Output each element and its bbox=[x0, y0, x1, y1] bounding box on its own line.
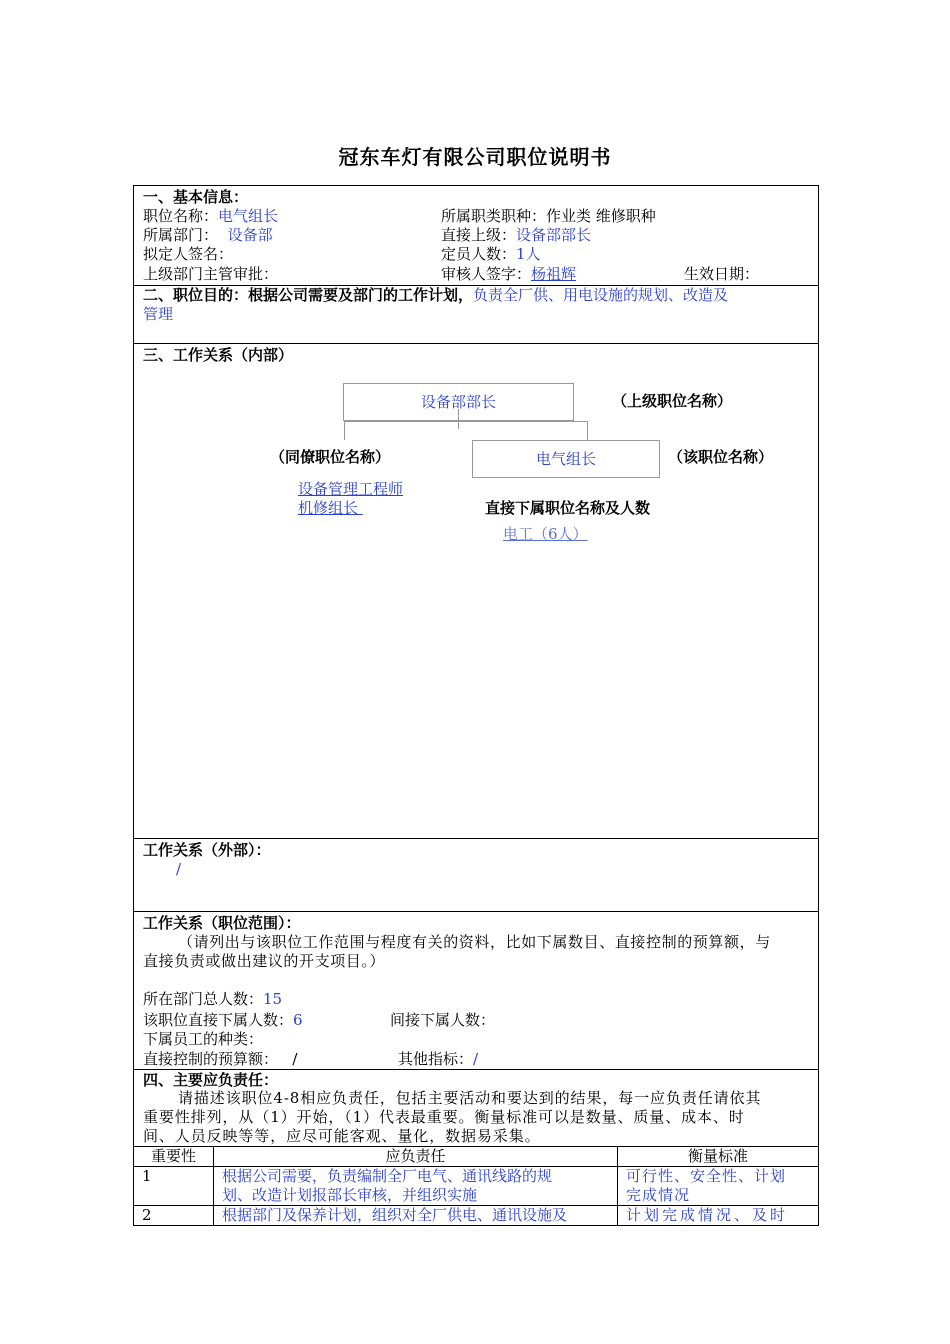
approver-label: 上级部门主管审批： bbox=[143, 265, 279, 283]
scope-instruction: （请列出与该职位工作范围与程度有关的资料，比如下属数目、直接控制的预算额，与 bbox=[178, 933, 771, 951]
rank-cell: 1 bbox=[134, 1167, 214, 1206]
department-row bbox=[143, 226, 273, 245]
direct-subordinates-row bbox=[143, 1011, 303, 1030]
divider bbox=[133, 1069, 818, 1070]
department-value: 设备部 bbox=[227, 226, 273, 244]
self-caption: （该职位名称） bbox=[668, 448, 774, 466]
dept-total-value: 15 bbox=[263, 990, 283, 1008]
headcount-value: 1人 bbox=[516, 245, 541, 263]
column-header-measure: 衡量标准 bbox=[618, 1147, 819, 1167]
peer-caption: （同僚职位名称） bbox=[270, 448, 391, 466]
internal-relations-heading: 三、工作关系（内部） bbox=[143, 346, 294, 364]
column-header-responsibility: 应负责任 bbox=[214, 1147, 618, 1167]
purpose-line bbox=[143, 286, 728, 305]
table-row bbox=[134, 1206, 819, 1226]
effective-date-label: 生效日期： bbox=[684, 265, 760, 283]
direct-superior-label: 直接上级： bbox=[441, 226, 517, 244]
purpose-text-cont: 管理 bbox=[143, 305, 174, 323]
reviewer-label: 审核人签字： bbox=[441, 265, 532, 283]
purpose-heading: 二、职位目的：根据公司需要及部门的工作计划， bbox=[143, 286, 474, 304]
basic-info-heading: 一、基本信息： bbox=[143, 188, 249, 206]
other-indicators-row bbox=[398, 1050, 478, 1069]
budget-row bbox=[143, 1050, 297, 1069]
responsibility-cell bbox=[214, 1206, 618, 1226]
position-name-row bbox=[143, 207, 278, 226]
budget-label: 直接控制的预算额： bbox=[143, 1050, 279, 1068]
scope-heading: 工作关系（职位范围）： bbox=[143, 914, 301, 932]
self-position-box: 电气组长 bbox=[472, 440, 660, 478]
peer-position-2: 机修组长 bbox=[298, 499, 363, 517]
other-indicators-label: 其他指标： bbox=[398, 1050, 474, 1068]
other-indicators-value: / bbox=[473, 1050, 479, 1068]
direct-superior-value: 设备部部长 bbox=[516, 226, 592, 244]
job-category-value: 作业类 维修职种 bbox=[546, 207, 656, 225]
headcount-row bbox=[441, 245, 541, 264]
measure-cell bbox=[618, 1167, 819, 1206]
responsibility-line: 根据部门及保养计划，组织对全厂供电、通讯设施及 bbox=[222, 1206, 568, 1224]
direct-subordinates-value: 6 bbox=[293, 1011, 303, 1029]
measure-cell bbox=[618, 1206, 819, 1226]
job-category-label: 所属职类职种： bbox=[441, 207, 547, 225]
reviewer-value: 杨祖辉 bbox=[531, 265, 577, 283]
position-name-label: 职位名称： bbox=[143, 207, 219, 225]
budget-value: / bbox=[292, 1050, 298, 1068]
peer-position-1: 设备管理工程师 bbox=[298, 480, 404, 498]
duties-heading: 四、主要应负责任： bbox=[143, 1071, 279, 1089]
divider bbox=[133, 838, 818, 839]
divider bbox=[133, 343, 818, 344]
responsibility-line: 根据公司需要，负责编制全厂电气、通讯线路的规 bbox=[222, 1167, 553, 1185]
subordinate-position: 电工（6人） bbox=[503, 525, 588, 543]
position-name-value: 电气组长 bbox=[218, 207, 279, 225]
org-connector bbox=[458, 409, 459, 429]
duties-instruction-cont: 间、人员反映等等，应尽可能客观、量化，数据易采集。 bbox=[143, 1127, 541, 1145]
responsibility-line: 划、改造计划报部长审核，并组织实施 bbox=[222, 1186, 478, 1204]
external-relations-heading: 工作关系（外部）： bbox=[143, 841, 271, 859]
superior-position-box: 设备部部长 bbox=[343, 383, 574, 421]
measure-line: 完成情况 bbox=[626, 1186, 691, 1204]
responsibility-cell bbox=[214, 1167, 618, 1206]
column-header-importance: 重要性 bbox=[134, 1147, 214, 1167]
table-row bbox=[134, 1167, 819, 1206]
direct-superior-row bbox=[441, 226, 591, 245]
dept-total-row bbox=[143, 990, 282, 1009]
purpose-text: 负责全厂供、用电设施的规划、改造及 bbox=[473, 286, 729, 304]
superior-caption: （上级职位名称） bbox=[612, 392, 733, 410]
document-title: 冠东车灯有限公司职位说明书 bbox=[338, 145, 612, 169]
dept-total-label: 所在部门总人数： bbox=[143, 990, 264, 1008]
direct-subordinates-label: 该职位直接下属人数： bbox=[143, 1011, 294, 1029]
staff-types-label: 下属员工的种类： bbox=[143, 1030, 264, 1048]
table-header-row bbox=[134, 1147, 819, 1167]
drafter-signature-label: 拟定人签名： bbox=[143, 245, 234, 263]
duties-table bbox=[133, 1146, 819, 1226]
duties-instruction: 请描述该职位4-8相应负责任，包括主要活动和要达到的结果，每一应负责任请依其 bbox=[178, 1089, 762, 1107]
job-category-row bbox=[441, 207, 656, 226]
measure-line: 计划完成情况、及时 bbox=[626, 1206, 789, 1224]
org-connector bbox=[344, 420, 345, 440]
scope-instruction-cont: 直接负责或做出建议的开支项目。） bbox=[143, 952, 386, 970]
measure-line: 可行性、安全性、计划 bbox=[626, 1167, 787, 1185]
department-label: 所属部门： bbox=[143, 226, 219, 244]
rank-cell: 2 bbox=[134, 1206, 214, 1226]
org-connector bbox=[344, 421, 587, 422]
divider bbox=[133, 911, 818, 912]
headcount-label: 定员人数： bbox=[441, 245, 517, 263]
reviewer-row bbox=[441, 265, 576, 284]
subordinate-caption: 直接下属职位名称及人数 bbox=[485, 499, 651, 517]
org-connector bbox=[587, 421, 588, 441]
duties-instruction-cont: 重要性排列，从（1）开始，（1）代表最重要。衡量标准可以是数量、质量、成本、时 bbox=[143, 1108, 745, 1126]
external-relations-value: / bbox=[176, 860, 182, 878]
indirect-subordinates-label: 间接下属人数： bbox=[390, 1011, 496, 1029]
